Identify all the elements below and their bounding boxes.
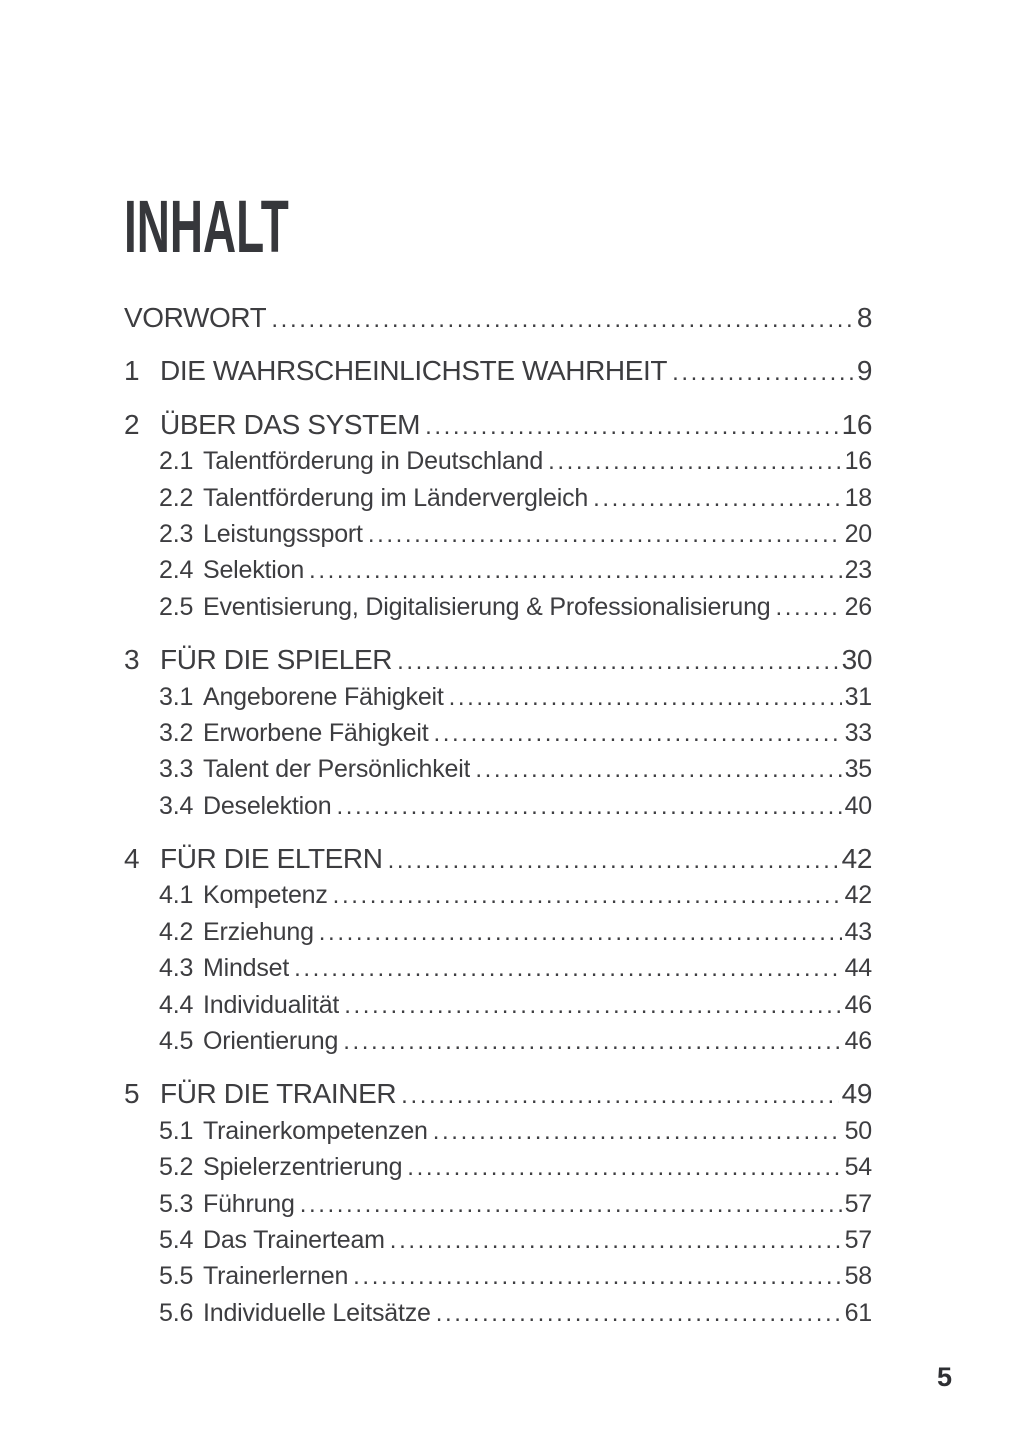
- toc-entry: [124, 877, 872, 913]
- toc-entry-number: 5.1: [159, 1116, 194, 1145]
- toc-entry: [124, 1023, 872, 1059]
- toc-entry-page: 43: [844, 917, 872, 946]
- toc-entry: [124, 407, 872, 443]
- toc-entry-page: 9: [856, 355, 872, 387]
- toc-entry: [124, 1222, 872, 1258]
- toc-entry-page: 49: [841, 1078, 872, 1110]
- toc-dot-leader: [271, 300, 853, 338]
- toc-entry-label: FÜR DIE TRAINER: [160, 1078, 397, 1110]
- toc-entry: [124, 1149, 872, 1185]
- toc-entry-number: 2.5: [159, 592, 194, 621]
- toc-entry-page: 42: [841, 843, 872, 875]
- toc-entry-label: Spielerzentrierung: [203, 1153, 403, 1182]
- toc-entry-number: 4.2: [159, 917, 194, 946]
- toc-entry-page: 54: [844, 1153, 872, 1182]
- toc-entry-label: Talent der Persönlichkeit: [203, 755, 471, 784]
- toc-entry: [124, 516, 872, 552]
- toc-entry-number: 3.3: [159, 755, 194, 784]
- toc-entry-label: FÜR DIE ELTERN: [160, 843, 383, 875]
- toc-entry-page: 58: [844, 1262, 872, 1291]
- toc-dot-leader: [336, 788, 841, 825]
- toc-dot-leader: [548, 443, 842, 480]
- toc-dot-leader: [397, 642, 839, 680]
- toc-entry-page: 23: [844, 556, 872, 585]
- toc-dot-leader: [775, 589, 841, 626]
- toc-entry-number: 4.4: [159, 990, 194, 1019]
- toc-dot-leader: [388, 841, 839, 879]
- toc-entry: [124, 443, 872, 479]
- toc-entry-page: 31: [844, 682, 872, 711]
- toc-entry: [124, 788, 872, 824]
- toc-dot-leader: [433, 1113, 842, 1150]
- toc-entry-page: 40: [844, 791, 872, 820]
- toc-entry-label: Mindset: [203, 954, 290, 983]
- toc-entry-number: 5: [124, 1078, 140, 1110]
- toc-entry-label: DIE WAHRSCHEINLICHSTE WAHRHEIT: [160, 355, 668, 387]
- toc-entry-page: 8: [856, 302, 872, 333]
- toc-entry-number: 3.2: [159, 718, 194, 747]
- toc-entry-number: 4.1: [159, 881, 194, 910]
- toc-entry-page: 50: [844, 1116, 872, 1145]
- toc-entry-label: Das Trainerteam: [203, 1225, 385, 1254]
- toc-entry-label: Individuelle Leitsätze: [203, 1298, 431, 1327]
- toc-dot-leader: [593, 480, 841, 517]
- toc-dot-leader: [401, 1076, 838, 1114]
- toc-entry-number: 4.5: [159, 1027, 194, 1056]
- toc-entry-label: Talentförderung in Deutschland: [203, 447, 544, 476]
- toc-entry-page: 42: [844, 881, 872, 910]
- toc-dot-leader: [344, 987, 841, 1024]
- toc-dot-leader: [434, 715, 842, 752]
- toc-list: [124, 300, 872, 1331]
- toc-dot-leader: [353, 1258, 841, 1295]
- toc-entry-number: 2.1: [159, 447, 194, 476]
- toc-entry-number: 2.4: [159, 556, 194, 585]
- toc-entry-page: 16: [841, 408, 872, 440]
- toc-entry-number: 2: [124, 408, 140, 440]
- toc-dot-leader: [309, 552, 842, 589]
- toc-entry-number: 5.3: [159, 1189, 194, 1218]
- toc-entry-page: 16: [844, 447, 872, 476]
- toc-entry: [124, 987, 872, 1023]
- toc-entry-label: Kompetenz: [203, 881, 328, 910]
- toc-dot-leader: [294, 950, 841, 987]
- toc-entry: [124, 715, 872, 751]
- toc-entry-label: ÜBER DAS SYSTEM: [160, 408, 421, 440]
- toc-entry-label: Deselektion: [203, 791, 332, 820]
- toc-entry-label: Trainerkompetenzen: [203, 1116, 428, 1145]
- toc-entry-number: 5.4: [159, 1225, 194, 1254]
- toc-dot-leader: [368, 516, 842, 553]
- toc-entry-label: FÜR DIE SPIELER: [160, 644, 393, 676]
- toc-dot-leader: [343, 1023, 841, 1060]
- toc-entry-number: 5.2: [159, 1153, 194, 1182]
- toc-entry-label: Trainerlernen: [203, 1262, 349, 1291]
- toc-entry: [124, 552, 872, 588]
- page-title: INHALT: [124, 185, 289, 268]
- toc-dot-leader: [436, 1295, 842, 1332]
- toc-entry: [124, 1076, 872, 1112]
- toc-entry: [124, 1113, 872, 1149]
- toc-entry-number: 5.5: [159, 1262, 194, 1291]
- toc-dot-leader: [319, 914, 842, 951]
- toc-entry-label: Erziehung: [203, 917, 314, 946]
- toc-entry: [124, 480, 872, 516]
- toc-entry-number: 1: [124, 355, 140, 387]
- toc-entry-page: 30: [841, 644, 872, 676]
- toc-entry-page: 18: [844, 483, 872, 512]
- toc-entry-label: Leistungssport: [203, 519, 363, 548]
- toc-entry-label: Führung: [203, 1189, 295, 1218]
- toc-entry-label: VORWORT: [124, 302, 267, 333]
- toc-entry: [124, 1295, 872, 1331]
- toc-entry-label: Erworbene Fähigkeit: [203, 718, 429, 747]
- toc-entry-label: Orientierung: [203, 1027, 339, 1056]
- toc-entry: [124, 679, 872, 715]
- toc-entry-number: 3.4: [159, 791, 194, 820]
- toc-entry-number: 3: [124, 644, 140, 676]
- toc-entry-page: 20: [844, 519, 872, 548]
- toc-dot-leader: [333, 877, 842, 914]
- toc-entry-label: Talentförderung im Ländervergleich: [203, 483, 589, 512]
- toc-entry-page: 57: [844, 1189, 872, 1218]
- toc-entry-label: Angeborene Fähigkeit: [203, 682, 444, 711]
- toc-entry: [124, 914, 872, 950]
- toc-entry: [124, 751, 872, 787]
- toc-entry: [124, 1186, 872, 1222]
- toc-dot-leader: [449, 679, 842, 716]
- toc-dot-leader: [475, 751, 841, 788]
- toc-entry: [124, 841, 872, 877]
- toc-dot-leader: [425, 407, 839, 445]
- toc-entry-number: 4.3: [159, 954, 194, 983]
- toc-entry: [124, 642, 872, 678]
- toc-entry: [124, 589, 872, 625]
- page-number: 5: [936, 1362, 952, 1392]
- toc-entry-number: 5.6: [159, 1298, 194, 1327]
- toc-entry-page: 46: [844, 1027, 872, 1056]
- toc-entry-page: 35: [844, 755, 872, 784]
- toc-entry-label: Eventisierung, Digitalisierung & Professionalisierung: [203, 592, 771, 621]
- toc-dot-leader: [407, 1149, 841, 1186]
- toc-entry-number: 3.1: [159, 682, 194, 711]
- toc-entry-number: 2.2: [159, 483, 194, 512]
- toc-entry-page: 33: [844, 718, 872, 747]
- toc-entry-number: 2.3: [159, 519, 194, 548]
- toc-entry: [124, 353, 872, 389]
- toc-entry-page: 57: [844, 1225, 872, 1254]
- toc-dot-leader: [390, 1222, 842, 1259]
- toc-entry-number: 4: [124, 843, 140, 875]
- toc-dot-leader: [672, 353, 854, 391]
- toc-entry-page: 61: [844, 1298, 872, 1327]
- toc-entry: [124, 300, 872, 336]
- toc-entry-page: 26: [844, 592, 872, 621]
- toc-entry: [124, 950, 872, 986]
- toc-entry: [124, 1258, 872, 1294]
- toc-entry-label: Selektion: [203, 556, 305, 585]
- toc-entry-label: Individualität: [203, 990, 340, 1019]
- toc-entry-page: 44: [844, 954, 872, 983]
- toc-entry-page: 46: [844, 990, 872, 1019]
- toc-dot-leader: [300, 1186, 842, 1223]
